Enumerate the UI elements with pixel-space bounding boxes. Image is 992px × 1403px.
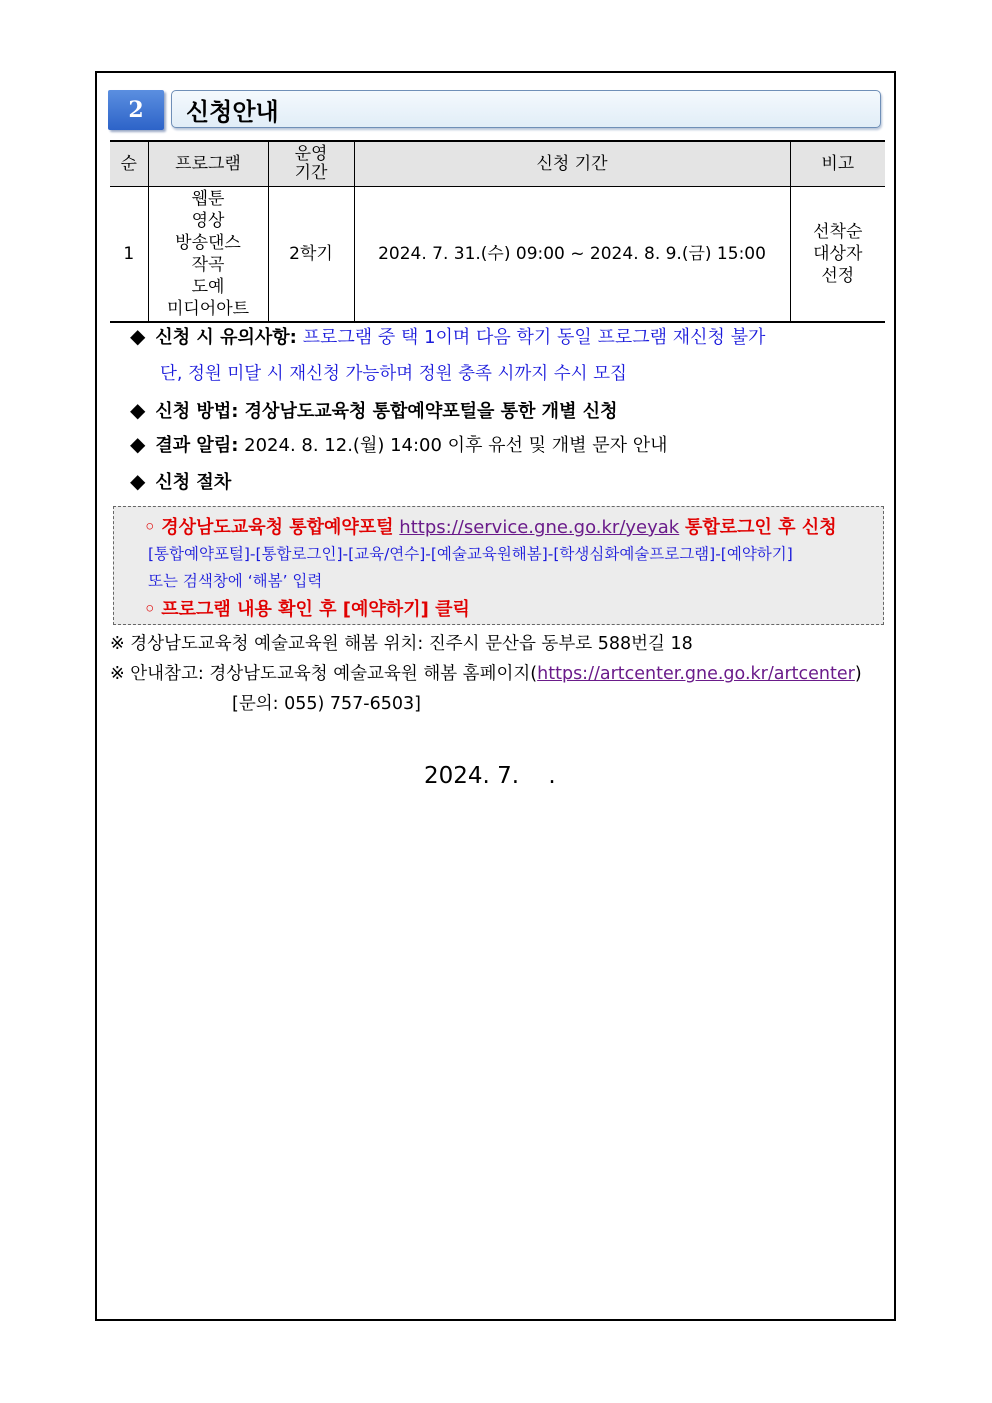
section-header [108, 90, 883, 130]
diamond-bullet-icon: ◆ [130, 324, 146, 348]
diamond-bullet-icon: ◆ [130, 398, 146, 422]
cell-period: 2학기 [268, 187, 354, 323]
procedure-search: 또는 검색창에 ‘해봄’ 입력 [148, 572, 323, 590]
procedure-box [113, 506, 884, 625]
procedure-path: [통합예약포털]-[통합로그인]-[교육/연수]-[예술교육원해봄]-[학생심화예술프로그램]-[예약하기] [148, 545, 793, 563]
table-header-row [110, 141, 885, 187]
program-item: 도예 [191, 277, 225, 297]
result-text: 2024. 8. 12.(월) 14:00 이후 유선 및 개별 문자 안내 [244, 435, 668, 456]
reference-mark-icon: ※ [110, 664, 125, 684]
portal-name: 경상남도교육청 통합예약포털 [161, 517, 394, 538]
document-date: 2024. 7. . [424, 763, 556, 789]
program-item: 웹툰 [191, 189, 225, 209]
homepage-link[interactable]: https://artcenter.gne.go.kr/artcenter [537, 664, 855, 684]
result-note [130, 431, 668, 457]
note-line: 선착순 [813, 222, 863, 242]
diamond-bullet-icon: ◆ [130, 432, 146, 456]
homepage-line [110, 660, 862, 685]
cell-programs [148, 187, 268, 323]
method-note [130, 397, 618, 423]
homepage-suffix: ) [854, 664, 862, 684]
caution-text: 프로그램 중 택 1이며 다음 학기 동일 프로그램 재신청 불가 [302, 327, 766, 348]
procedure-line-1 [144, 513, 837, 539]
procedure-text: 신청 절차 [155, 472, 232, 493]
note-line: 대상자 [813, 244, 863, 264]
table-row [110, 187, 885, 323]
caution-label: 신청 시 유의사항: [155, 327, 297, 348]
contact-line: [문의: 055) 757-6503] [232, 694, 421, 714]
circle-bullet-icon: ◦ [144, 517, 156, 538]
header-no: 순 [110, 141, 148, 187]
location-text: 경상남도교육청 예술교육원 해봄 위치: 진주시 문산읍 동부로 588번길 18 [130, 634, 693, 654]
procedure-line-2 [144, 595, 470, 621]
schedule-table [110, 140, 885, 323]
cell-note [790, 187, 885, 323]
program-item: 영상 [191, 211, 225, 231]
procedure-line-2-text: 프로그램 내용 확인 후 [예약하기] 클릭 [161, 599, 470, 620]
section-title: 신청안내 [171, 90, 881, 128]
header-apply: 신청 기간 [354, 141, 790, 187]
cell-apply-period: 2024. 7. 31.(수) 09:00 ~ 2024. 8. 9.(금) 15:00 [354, 187, 790, 323]
result-label: 결과 알림: [155, 435, 239, 456]
circle-bullet-icon: ◦ [144, 599, 156, 620]
location-line [110, 630, 693, 655]
header-period [268, 141, 354, 187]
note-line: 선정 [821, 266, 855, 286]
diamond-bullet-icon: ◆ [130, 469, 146, 493]
homepage-prefix: 안내참고: 경상남도교육청 예술교육원 해봄 홈페이지( [130, 664, 538, 684]
portal-link[interactable]: https://service.gne.go.kr/yeyak [399, 517, 680, 538]
caution-note [130, 323, 765, 349]
method-text: 신청 방법: 경상남도교육청 통합예약포털을 통한 개별 신청 [155, 401, 618, 422]
reference-mark-icon: ※ [110, 634, 125, 654]
portal-login-text: 통합로그인 후 신청 [684, 517, 837, 538]
header-period-line2: 기간 [294, 163, 328, 183]
section-number: 2 [108, 90, 164, 130]
caution-subnote: 단, 정원 미달 시 재신청 가능하며 정원 충족 시까지 수시 모집 [160, 364, 627, 384]
program-item: 미디어아트 [166, 299, 250, 319]
program-item: 작곡 [191, 255, 225, 275]
cell-no: 1 [110, 187, 148, 323]
program-item: 방송댄스 [175, 233, 241, 253]
header-program: 프로그램 [148, 141, 268, 187]
header-note: 비고 [790, 141, 885, 187]
procedure-note [130, 468, 231, 494]
header-period-line1: 운영 [294, 144, 328, 164]
